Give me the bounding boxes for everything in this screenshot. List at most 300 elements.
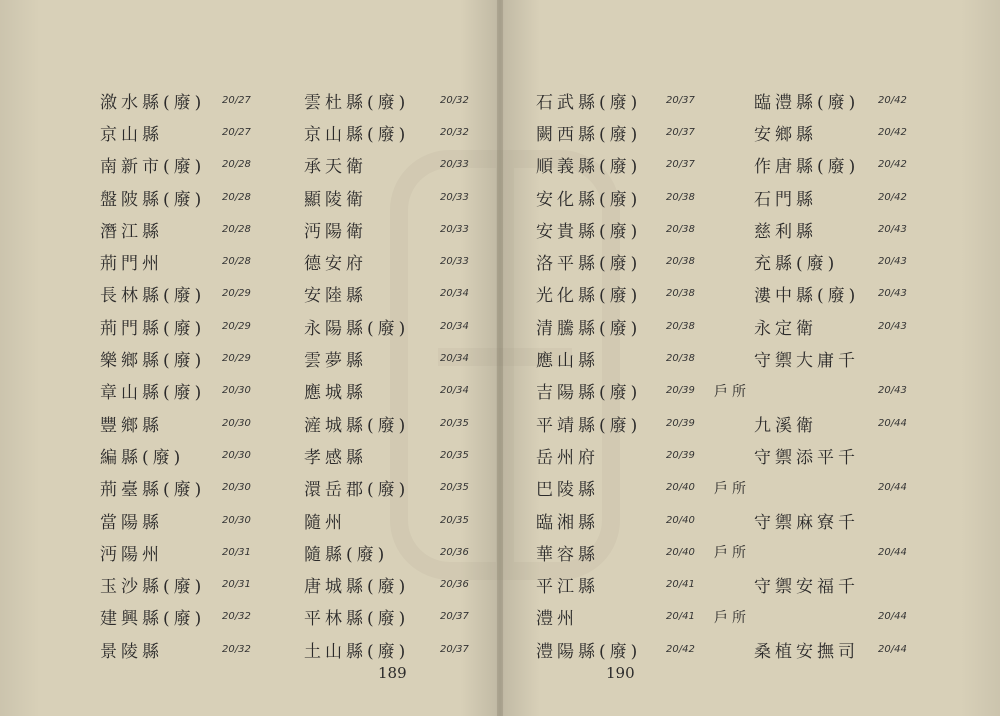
index-entry	[536, 504, 641, 536]
huzhi-row	[714, 375, 750, 407]
index-entry	[754, 536, 859, 568]
index-entry	[304, 149, 409, 181]
abolished-mark: (廢)	[796, 254, 839, 275]
entry-page-ref: 20/28	[222, 191, 251, 203]
index-entry	[536, 149, 641, 181]
entry-page-ref: 20/39	[666, 449, 695, 461]
index-entry	[100, 568, 205, 600]
index-entry	[754, 601, 859, 633]
right-col1-pages	[666, 84, 695, 665]
entry-page-ref: 20/39	[666, 417, 695, 429]
entry-page-ref: 20/44	[878, 417, 907, 429]
entry-page-ref: 20/40	[666, 546, 695, 558]
entry-name: 章山縣	[100, 383, 163, 404]
entry-name: 吉陽縣	[536, 383, 599, 404]
index-entry	[304, 116, 409, 148]
entry-page-row	[666, 601, 695, 633]
entry-page-row	[878, 375, 907, 407]
abolished-mark: (廢)	[346, 544, 389, 565]
entry-page-ref: 20/34	[440, 320, 469, 332]
abolished-mark: (廢)	[599, 415, 642, 436]
huzhi-row	[714, 568, 750, 600]
entry-page-ref: 20/30	[222, 482, 251, 494]
index-entry	[304, 245, 409, 277]
entry-page-ref: 20/28	[222, 256, 251, 268]
index-entry	[100, 633, 205, 665]
huzhi-text: 戶所	[714, 480, 750, 497]
entry-name: 樂鄉縣	[100, 351, 163, 372]
index-entry	[304, 181, 409, 213]
entry-page-ref: 20/37	[440, 611, 469, 623]
entry-page-ref: 20/37	[440, 643, 469, 655]
index-entry	[754, 439, 859, 471]
entry-page-ref: 20/30	[222, 417, 251, 429]
entry-page-ref: 20/42	[878, 126, 907, 138]
entry-page-row	[440, 472, 469, 504]
entry-page-ref: 20/44	[878, 643, 907, 655]
abolished-mark: (廢)	[163, 351, 206, 372]
entry-page-ref: 20/29	[222, 320, 251, 332]
entry-name: 雲杜縣	[304, 92, 367, 113]
entry-name: 九溪衛	[754, 415, 817, 436]
abolished-mark: (廢)	[599, 221, 642, 242]
index-entry	[536, 342, 641, 374]
entry-page-row	[878, 149, 907, 181]
entry-page-row	[440, 149, 469, 181]
entry-name: 玉沙縣	[100, 577, 163, 598]
index-entry	[536, 568, 641, 600]
entry-page-row	[878, 245, 907, 277]
entry-page-ref: 20/35	[440, 514, 469, 526]
index-entry	[536, 536, 641, 568]
huzhi-row	[714, 342, 750, 374]
right-col2-pages	[878, 84, 907, 665]
entry-page-ref: 20/35	[440, 417, 469, 429]
abolished-mark: (廢)	[817, 92, 860, 113]
entry-page-row	[222, 472, 251, 504]
entry-name: 安陸縣	[304, 286, 367, 307]
abolished-mark: (廢)	[367, 480, 410, 501]
index-entry	[536, 601, 641, 633]
abolished-mark: (廢)	[367, 92, 410, 113]
entry-page-row	[440, 601, 469, 633]
entry-page-ref: 20/36	[440, 579, 469, 591]
entry-page-ref: 20/41	[666, 611, 695, 623]
entry-name: 滻城縣	[304, 415, 367, 436]
entry-page-row	[666, 536, 695, 568]
huzhi-text: 戶所	[714, 545, 750, 562]
entry-page-row	[222, 116, 251, 148]
abolished-mark: (廢)	[599, 286, 642, 307]
abolished-mark: (廢)	[163, 157, 206, 178]
abolished-mark: (廢)	[163, 189, 206, 210]
entry-page-row	[440, 84, 469, 116]
abolished-mark: (廢)	[367, 318, 410, 339]
abolished-mark: (廢)	[367, 124, 410, 145]
entry-page-row	[666, 375, 695, 407]
index-entry	[100, 213, 205, 245]
index-entry	[304, 375, 409, 407]
index-entry	[536, 310, 641, 342]
right-col2-names	[754, 84, 859, 665]
index-entry	[754, 633, 859, 665]
entry-page-row	[222, 213, 251, 245]
entry-page-row	[440, 278, 469, 310]
entry-page-row	[222, 149, 251, 181]
entry-name: 守禦大庸千	[754, 351, 859, 372]
index-entry	[100, 601, 205, 633]
entry-page-ref: 20/33	[440, 256, 469, 268]
index-entry	[100, 181, 205, 213]
entry-name: 澧州	[536, 609, 578, 630]
entry-page-row	[666, 407, 695, 439]
entry-page-ref: 20/33	[440, 191, 469, 203]
entry-page-ref: 20/43	[878, 320, 907, 332]
entry-page-row	[222, 181, 251, 213]
entry-page-ref: 20/30	[222, 449, 251, 461]
entry-name: 荊門州	[100, 254, 163, 275]
entry-page-ref: 20/40	[666, 482, 695, 494]
entry-name: 建興縣	[100, 609, 163, 630]
index-entry	[304, 536, 409, 568]
index-entry	[100, 504, 205, 536]
entry-page-row	[222, 407, 251, 439]
huzhi-row	[714, 310, 750, 342]
entry-page-row	[878, 84, 907, 116]
entry-name: 順義縣	[536, 157, 599, 178]
entry-page-ref: 20/37	[666, 126, 695, 138]
entry-page-row	[222, 310, 251, 342]
index-entry	[304, 310, 409, 342]
entry-name: 華容縣	[536, 544, 599, 565]
index-entry	[304, 213, 409, 245]
entry-page-ref: 20/32	[222, 611, 251, 623]
entry-name: 土山縣	[304, 641, 367, 662]
abolished-mark: (廢)	[599, 641, 642, 662]
index-entry	[536, 84, 641, 116]
entry-page-row	[440, 375, 469, 407]
abolished-mark: (廢)	[599, 92, 642, 113]
entry-page-ref: 20/27	[222, 94, 251, 106]
entry-name: 守禦麻寮千	[754, 512, 859, 533]
index-entry	[304, 278, 409, 310]
entry-name: 隨州	[304, 512, 346, 533]
index-entry	[304, 472, 409, 504]
index-entry	[754, 149, 859, 181]
index-entry	[100, 278, 205, 310]
index-entry	[754, 568, 859, 600]
abolished-mark: (廢)	[163, 609, 206, 630]
entry-page-ref: 20/42	[666, 643, 695, 655]
entry-page-row	[878, 278, 907, 310]
entry-page-ref: 20/32	[440, 126, 469, 138]
entry-page-ref: 20/34	[440, 353, 469, 365]
index-entry	[100, 149, 205, 181]
entry-page-row	[878, 342, 907, 374]
entry-name: 臨澧縣	[754, 92, 817, 113]
entry-page-row	[666, 439, 695, 471]
entry-page-row	[440, 568, 469, 600]
index-entry	[100, 310, 205, 342]
entry-page-ref: 20/43	[878, 385, 907, 397]
entry-page-ref: 20/38	[666, 288, 695, 300]
entry-page-row	[878, 601, 907, 633]
entry-name: 隨縣	[304, 544, 346, 565]
entry-page-ref: 20/37	[666, 94, 695, 106]
left-page	[0, 0, 498, 716]
index-entry	[304, 342, 409, 374]
index-entry	[754, 245, 859, 277]
entry-name: 澧陽縣	[536, 641, 599, 662]
index-entry	[304, 439, 409, 471]
index-entry	[754, 84, 859, 116]
entry-page-row	[878, 213, 907, 245]
index-entry	[100, 116, 205, 148]
entry-name: 守禦添平千	[754, 447, 859, 468]
huzhi-text: 戶所	[714, 383, 750, 400]
abolished-mark: (廢)	[163, 577, 206, 598]
index-entry	[536, 633, 641, 665]
entry-page-row	[222, 439, 251, 471]
index-entry	[754, 472, 859, 504]
entry-name: 盤陂縣	[100, 189, 163, 210]
entry-page-row	[440, 181, 469, 213]
index-entry	[754, 116, 859, 148]
index-entry	[100, 407, 205, 439]
index-entry	[754, 310, 859, 342]
huzhi-row	[714, 407, 750, 439]
entry-page-row	[440, 504, 469, 536]
index-entry	[536, 116, 641, 148]
page-number-left: 189	[378, 664, 407, 682]
entry-page-ref: 20/44	[878, 482, 907, 494]
index-entry	[754, 278, 859, 310]
entry-name: 巴陵縣	[536, 480, 599, 501]
entry-page-row	[878, 633, 907, 665]
entry-page-ref: 20/37	[666, 159, 695, 171]
abolished-mark: (廢)	[599, 383, 642, 404]
entry-page-ref: 20/35	[440, 449, 469, 461]
entry-name: 長林縣	[100, 286, 163, 307]
entry-page-ref: 20/35	[440, 482, 469, 494]
right-huzhi-col	[714, 84, 750, 665]
huzhi-row	[714, 504, 750, 536]
entry-page-ref: 20/41	[666, 579, 695, 591]
huzhi-row	[714, 536, 750, 568]
entry-page-ref: 20/39	[666, 385, 695, 397]
entry-page-ref: 20/38	[666, 353, 695, 365]
entry-name: 顯陵衛	[304, 189, 367, 210]
entry-page-ref: 20/27	[222, 126, 251, 138]
index-entry	[536, 472, 641, 504]
abolished-mark: (廢)	[163, 383, 206, 404]
entry-name: 漵水縣	[100, 92, 163, 113]
index-entry	[304, 84, 409, 116]
huzhi-row	[714, 633, 750, 665]
abolished-mark: (廢)	[599, 318, 642, 339]
entry-name: 闕西縣	[536, 124, 599, 145]
entry-name: 應城縣	[304, 383, 367, 404]
entry-page-row	[878, 536, 907, 568]
huzhi-text: 戶所	[714, 609, 750, 626]
entry-page-row	[878, 310, 907, 342]
entry-page-ref: 20/38	[666, 320, 695, 332]
right-col1-names	[536, 84, 641, 665]
entry-page-row	[222, 245, 251, 277]
index-entry	[536, 213, 641, 245]
huzhi-row	[714, 439, 750, 471]
entry-name: 應山縣	[536, 351, 599, 372]
entry-page-row	[666, 310, 695, 342]
entry-name: 承天衛	[304, 157, 367, 178]
index-entry	[754, 375, 859, 407]
index-entry	[754, 181, 859, 213]
index-entry	[754, 213, 859, 245]
index-entry	[304, 504, 409, 536]
index-entry	[304, 568, 409, 600]
entry-name: 南新市	[100, 157, 163, 178]
abolished-mark: (廢)	[367, 641, 410, 662]
entry-page-row	[666, 504, 695, 536]
entry-page-ref: 20/42	[878, 159, 907, 171]
entry-page-row	[878, 568, 907, 600]
entry-page-row	[440, 310, 469, 342]
abolished-mark: (廢)	[599, 157, 642, 178]
abolished-mark: (廢)	[163, 318, 206, 339]
huzhi-row	[714, 472, 750, 504]
entry-name: 桑植安撫司	[754, 641, 859, 662]
entry-name: 潛江縣	[100, 221, 163, 242]
entry-name: 荊臺縣	[100, 480, 163, 501]
entry-name: 德安府	[304, 254, 367, 275]
entry-page-row	[440, 213, 469, 245]
huzhi-row	[714, 245, 750, 277]
entry-page-ref: 20/34	[440, 288, 469, 300]
huzhi-row	[714, 601, 750, 633]
index-entry	[536, 278, 641, 310]
entry-name: 充縣	[754, 254, 796, 275]
entry-page-ref: 20/32	[222, 643, 251, 655]
entry-name: 唐城縣	[304, 577, 367, 598]
entry-name: 臨湘縣	[536, 512, 599, 533]
abolished-mark: (廢)	[142, 447, 185, 468]
index-entry	[754, 407, 859, 439]
entry-name: 岳州府	[536, 447, 599, 468]
entry-page-row	[878, 407, 907, 439]
abolished-mark: (廢)	[367, 609, 410, 630]
index-entry	[100, 439, 205, 471]
entry-page-ref: 20/38	[666, 223, 695, 235]
entry-page-ref: 20/34	[440, 385, 469, 397]
huzhi-row	[714, 149, 750, 181]
index-entry	[304, 407, 409, 439]
entry-page-row	[222, 536, 251, 568]
entry-name: 澴岳郡	[304, 480, 367, 501]
entry-name: 京山縣	[100, 124, 163, 145]
entry-page-ref: 20/30	[222, 385, 251, 397]
abolished-mark: (廢)	[599, 254, 642, 275]
entry-page-ref: 20/29	[222, 353, 251, 365]
entry-page-ref: 20/42	[878, 94, 907, 106]
abolished-mark: (廢)	[163, 480, 206, 501]
entry-page-row	[222, 601, 251, 633]
entry-name: 沔陽州	[100, 544, 163, 565]
entry-name: 平江縣	[536, 577, 599, 598]
entry-name: 沔陽衛	[304, 221, 367, 242]
entry-name: 平靖縣	[536, 415, 599, 436]
left-col2-pages	[440, 84, 469, 665]
entry-page-row	[440, 245, 469, 277]
entry-page-ref: 20/28	[222, 223, 251, 235]
index-entry	[100, 84, 205, 116]
index-entry	[100, 342, 205, 374]
entry-name: 編縣	[100, 447, 142, 468]
entry-page-row	[440, 407, 469, 439]
abolished-mark: (廢)	[163, 286, 206, 307]
entry-page-row	[222, 633, 251, 665]
entry-name: 安鄉縣	[754, 124, 817, 145]
entry-name: 當陽縣	[100, 512, 163, 533]
entry-page-ref: 20/38	[666, 191, 695, 203]
huzhi-row	[714, 181, 750, 213]
entry-page-ref: 20/42	[878, 191, 907, 203]
entry-name: 守禦安福千	[754, 577, 859, 598]
entry-name: 景陵縣	[100, 641, 163, 662]
entry-page-ref: 20/32	[440, 94, 469, 106]
entry-page-ref: 20/31	[222, 579, 251, 591]
index-entry	[100, 375, 205, 407]
abolished-mark: (廢)	[817, 157, 860, 178]
entry-page-row	[222, 278, 251, 310]
entry-name: 平林縣	[304, 609, 367, 630]
index-entry	[100, 245, 205, 277]
right-page	[502, 0, 1000, 716]
entry-page-row	[878, 439, 907, 471]
entry-page-row	[666, 84, 695, 116]
entry-name: 安貴縣	[536, 221, 599, 242]
abolished-mark: (廢)	[599, 189, 642, 210]
entry-page-ref: 20/38	[666, 256, 695, 268]
entry-page-row	[666, 149, 695, 181]
index-entry	[754, 342, 859, 374]
entry-page-ref: 20/33	[440, 223, 469, 235]
entry-page-ref: 20/44	[878, 611, 907, 623]
entry-name: 光化縣	[536, 286, 599, 307]
entry-name: 洛平縣	[536, 254, 599, 275]
entry-page-ref: 20/43	[878, 256, 907, 268]
entry-page-row	[440, 439, 469, 471]
entry-page-row	[222, 568, 251, 600]
entry-page-row	[666, 245, 695, 277]
page-number-right: 190	[606, 664, 635, 682]
entry-name: 作唐縣	[754, 157, 817, 178]
entry-page-row	[222, 342, 251, 374]
entry-page-row	[878, 116, 907, 148]
entry-name: 雲夢縣	[304, 351, 367, 372]
entry-name: 慈利縣	[754, 221, 817, 242]
index-entry	[536, 245, 641, 277]
entry-page-row	[222, 375, 251, 407]
entry-page-ref: 20/30	[222, 514, 251, 526]
entry-page-ref: 20/31	[222, 546, 251, 558]
entry-page-row	[878, 181, 907, 213]
index-entry	[536, 439, 641, 471]
entry-page-row	[440, 342, 469, 374]
entry-page-row	[440, 116, 469, 148]
entry-page-row	[666, 116, 695, 148]
entry-page-row	[440, 536, 469, 568]
entry-page-row	[878, 472, 907, 504]
